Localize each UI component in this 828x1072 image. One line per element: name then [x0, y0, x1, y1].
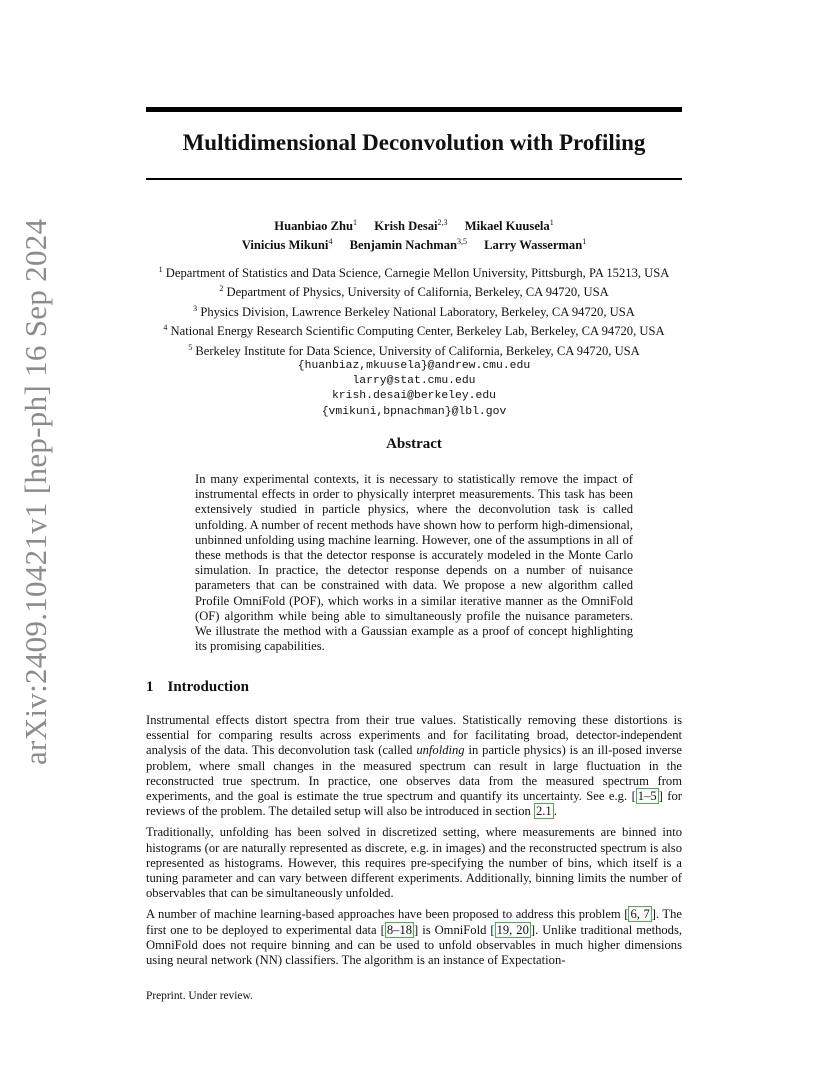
- citation-link[interactable]: 8–18: [386, 922, 413, 937]
- section-title: Introduction: [167, 679, 249, 695]
- citation-link[interactable]: 19, 20: [496, 922, 529, 937]
- affiliation-line: $^3$ Physics Division, Lawrence Berkeley National Laboratory, Berkeley, CA 94720, USA: [193, 303, 635, 319]
- affiliations-block: [120, 262, 708, 420]
- citation-link[interactable]: 6, 7: [630, 907, 650, 922]
- title-bottom-rule: [146, 178, 682, 180]
- body-text: [146, 713, 682, 974]
- abstract-heading: Abstract: [386, 436, 442, 452]
- email-line: krish.desai@berkeley.edu: [331, 390, 497, 403]
- affiliation-line: $^5$ Berkeley Institute for Data Science, University of California, Berkeley, CA 94720, USA: [188, 342, 640, 358]
- abstract-text: In many experimental contexts, it is necessary to statistically remove the impact of instrumental effects in order to physically interpret measurements. This task has been extensively studied in particle physics, where the deconvolution task is called unfolding. A number of recent methods have shown how to perform high-dimensional, unbinned unfolding using machine learning. However, one of the assumptions in all of these methods is that the detector response is accurately modeled in the Monte Carlo simulation. In practice, the detector response depends on a number of nuisance parameters that can be constrained with data. We propose a new algorithm called Profile OmniFold (POF), which works in a similar iterative manner as the OmniFold (OF) algorithm while being able to simultaneously profile the nuisance parameters. We illustrate the method with a Gaussian example as a proof of concept highlighting its promising capabilities.: [195, 472, 633, 654]
- section-heading: [146, 679, 249, 696]
- author: Benjamin Nachman$^{3,5}$: [349, 237, 467, 253]
- paper-title: Multidimensional Deconvolution with Profiling: [182, 130, 646, 155]
- email-line: {vmikuni,bpnachman}@lbl.gov: [321, 405, 507, 418]
- author-list: [146, 215, 682, 253]
- author: Vinicius Mikuni$^4$: [241, 237, 333, 253]
- footer-note: Preprint. Under review.: [146, 990, 253, 1002]
- section-reference-link[interactable]: 2.1: [535, 804, 552, 819]
- author: Mikael Kuusela$^1$: [464, 218, 554, 234]
- affiliation-line: $^1$ Department of Statistics and Data Science, Carnegie Mellon University, Pittsburgh, PA 15213, USA: [158, 265, 670, 281]
- paragraph: Traditionally, unfolding has been solved in discretized setting, where measurements are binned into histograms (or are naturally represented as discrete, e.g. in images) and the reconstructed spectrum is also represented as histograms. However, this requires pre-specifying the number of bins, which itself is a tuning parameter and can vary between different experiments. Additionally, binning limits the number of observables that can be simultaneously unfolded.: [146, 825, 682, 901]
- author: Krish Desai$^{2,3}$: [374, 218, 448, 234]
- author-line-2: [146, 234, 682, 253]
- title-top-rule: [146, 107, 682, 112]
- author: Huanbiao Zhu$^1$: [274, 218, 358, 234]
- author: Larry Wasserman$^1$: [484, 237, 587, 253]
- author-line-1: [146, 215, 682, 234]
- paragraph: Instrumental effects distort spectra from their true values. Statistically removing these distortions is essential for comparing results across experiments and for facilitating broad, detector-independent analysis of the data. This deconvolution task (called unfolding in particle physics) is an ill-posed inverse problem, where small changes in the measured spectrum can result in large fluctuation in the reconstructed true spectrum. In practice, one observes data from the measured spectrum from experiments, and the goal is estimate the true spectrum and quantify its uncertainty. See e.g. [ 1–5 ] for reviews of the problem. The detailed setup will also be introduced in section 2.1 .: [146, 713, 682, 819]
- section-number: 1: [146, 679, 154, 695]
- citation-link[interactable]: 1–5: [637, 789, 657, 804]
- email-line: {huanbiaz,mkuusela}@andrew.cmu.edu: [297, 359, 531, 372]
- email-line: larry@stat.cmu.edu: [352, 375, 476, 388]
- paragraph: A number of machine learning-based approaches have been proposed to address this problem [ 6, 7 ]. The first one to be deployed to experimental data [ 8–18 ] is OmniFold [ 19, 20 ]. Unlike traditional methods, OmniFold does not require binning and can be used to unfold observables in much higher dimensions using neural network (NN) classifiers. The algorithm is an instance of Expectation-: [146, 907, 683, 968]
- affiliation-line: $^4$ National Energy Research Scientific Computing Center, Berkeley Lab, Berkeley, CA 94720, USA: [163, 323, 665, 339]
- arxiv-identifier-stamp: arXiv:2409.10421v1 [hep-ph] 16 Sep 2024: [18, 218, 53, 765]
- affiliation-line: $^2$ Department of Physics, University of California, Berkeley, CA 94720, USA: [219, 284, 609, 300]
